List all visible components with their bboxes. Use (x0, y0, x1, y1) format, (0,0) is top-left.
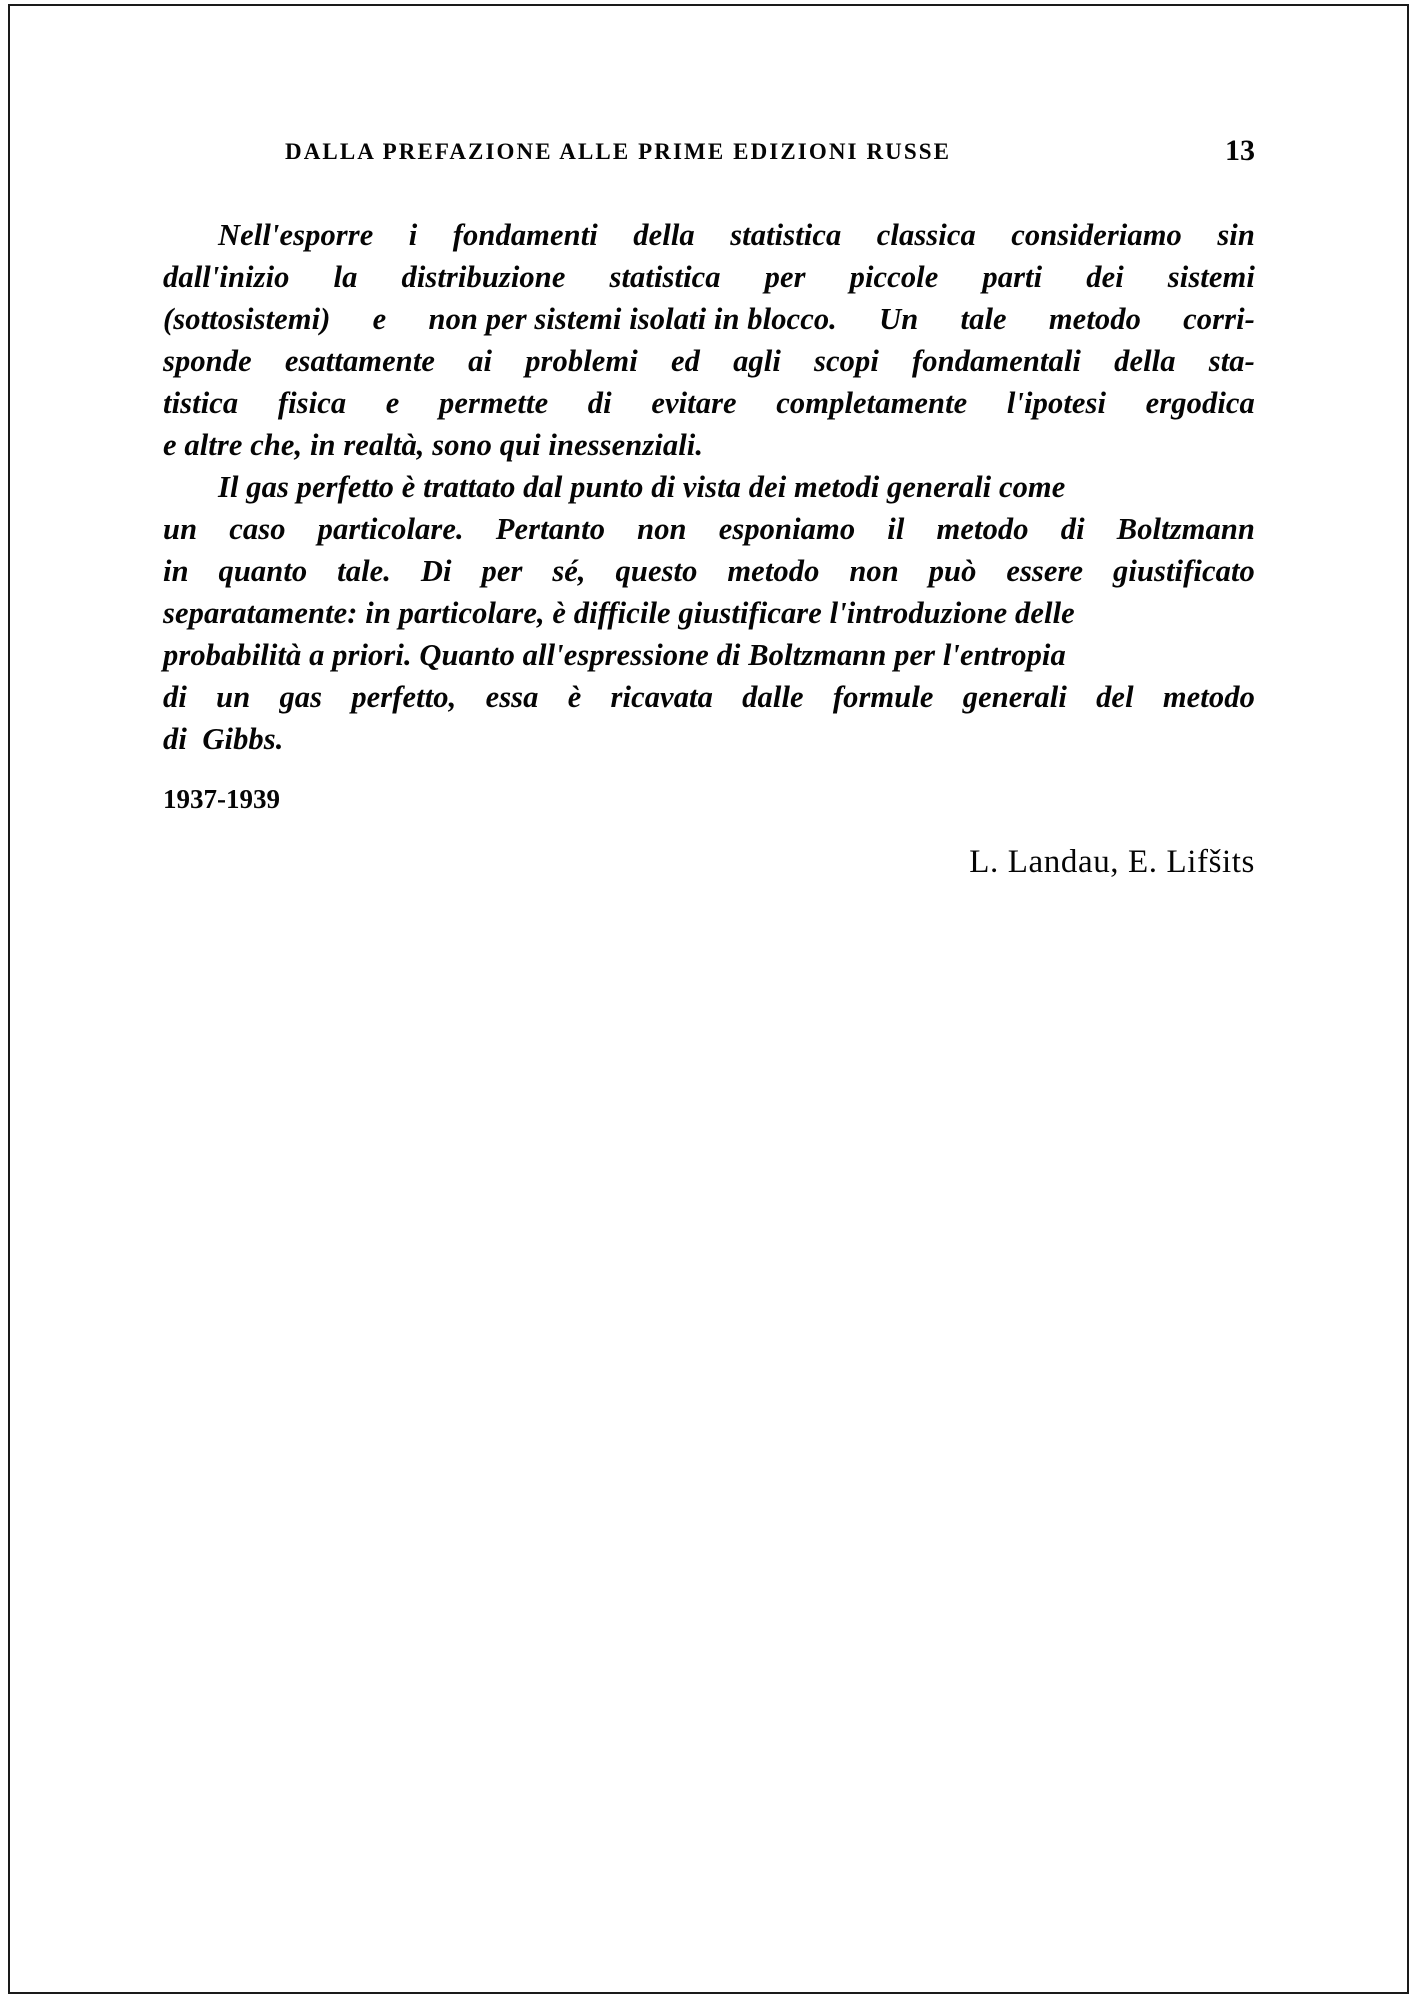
text-run: gas (279, 680, 323, 714)
text-run: probabilità a priori. Quanto all'espressione di Boltzmann per l'entropia (163, 638, 1066, 672)
text-run: caso (229, 512, 286, 546)
text-run: generali (962, 680, 1067, 714)
text-run: Il gas perfetto è trattato dal punto di vista dei metodi generali come (218, 470, 1066, 504)
text-line (163, 424, 1255, 466)
text-line (163, 214, 1255, 256)
text-run: fondamentali (912, 344, 1081, 378)
text-run: la (333, 260, 358, 294)
text-run: per (481, 554, 523, 588)
text-run: ed (670, 344, 700, 378)
date-line: 1937-1939 (163, 784, 280, 814)
text-run: ai (468, 344, 493, 378)
text-run: quanto (218, 554, 308, 588)
text-run: non per sistemi isolati in blocco. (428, 302, 837, 336)
author-signature: L. Landau, E. Lifšits (969, 844, 1255, 880)
text-line (163, 550, 1255, 592)
text-run: metodo (936, 512, 1029, 546)
text-run: piccole (849, 260, 939, 294)
text-run: in (163, 554, 189, 588)
text-run: il (887, 512, 905, 546)
text-run: metodo (727, 554, 820, 588)
text-run: fondamenti (452, 218, 598, 252)
text-run: metodo (1048, 302, 1141, 336)
text-run: essa (485, 680, 539, 714)
text-run: Boltzmann (1116, 512, 1255, 546)
text-run: della (633, 218, 695, 252)
text-run: di Gibbs. (163, 722, 284, 756)
text-run: fisica (277, 386, 347, 420)
text-run: della (1114, 344, 1176, 378)
text-run: ricavata (610, 680, 713, 714)
text-run: Nell'esporre (218, 218, 374, 252)
text-run: l'ipotesi (1006, 386, 1107, 420)
text-run: di (587, 386, 612, 420)
text-run: dall'inizio (163, 260, 290, 294)
running-head-title: DALLA PREFAZIONE ALLE PRIME EDIZIONI RUSSE (285, 139, 952, 164)
text-run: esponiamo (718, 512, 856, 546)
text-run: e (385, 386, 400, 420)
text-run: Pertanto (495, 512, 606, 546)
text-run: metodo (1162, 680, 1255, 714)
text-run: evitare (651, 386, 737, 420)
text-run: un (163, 512, 198, 546)
text-run: completamente (776, 386, 968, 420)
text-run: esattamente (284, 344, 436, 378)
text-run: non (637, 512, 687, 546)
text-run: tistica (163, 386, 239, 420)
text-run: Di (420, 554, 452, 588)
text-run: ergodica (1145, 386, 1255, 420)
text-run: può (928, 554, 977, 588)
text-run: giustificato (1113, 554, 1255, 588)
text-run: separatamente: in particolare, è difficile giustificare l'introduzione delle (163, 596, 1075, 630)
text-line (163, 592, 1255, 634)
text-run: dalle (742, 680, 804, 714)
text-run: Un (879, 302, 919, 336)
text-run: distribuzione (401, 260, 566, 294)
text-run: tale (960, 302, 1007, 336)
text-run: per (764, 260, 806, 294)
text-run: e altre che, in realtà, sono qui inessenziali. (163, 428, 704, 462)
text-run: scopi (814, 344, 879, 378)
text-run: corri- (1183, 302, 1255, 336)
text-line (163, 298, 1255, 340)
paragraph-1 (163, 214, 1255, 466)
text-run: di (1060, 512, 1085, 546)
text-run: questo (615, 554, 698, 588)
paragraph-2 (163, 466, 1255, 760)
text-run: (sottosistemi) (163, 302, 331, 336)
text-line (163, 508, 1255, 550)
text-run: agli (733, 344, 781, 378)
text-run: classica (876, 218, 976, 252)
text-run: problemi (525, 344, 638, 378)
text-line (163, 256, 1255, 298)
text-run: non (849, 554, 899, 588)
text-run: tale. (337, 554, 392, 588)
text-run: sta- (1208, 344, 1255, 378)
text-run: un (216, 680, 251, 714)
text-run: essere (1006, 554, 1084, 588)
text-run: particolare. (317, 512, 464, 546)
text-run: dei (1086, 260, 1124, 294)
page-number: 13 (1225, 134, 1255, 167)
text-run: sin (1217, 218, 1255, 252)
text-line (163, 382, 1255, 424)
text-line (163, 340, 1255, 382)
text-run: del (1096, 680, 1134, 714)
text-run: permette (439, 386, 549, 420)
running-head (163, 134, 1255, 186)
page-content (163, 0, 1255, 879)
text-run: statistica (730, 218, 842, 252)
text-run: consideriamo (1011, 218, 1182, 252)
text-run: di (163, 680, 187, 714)
text-run: e (372, 302, 387, 336)
text-line (163, 718, 1255, 760)
text-run: sistemi (1167, 260, 1255, 294)
text-run: sponde (163, 344, 252, 378)
text-line (163, 466, 1255, 508)
text-run: statistica (609, 260, 721, 294)
text-run: formule (832, 680, 934, 714)
text-line (163, 676, 1255, 718)
body-text (163, 214, 1255, 760)
text-line (163, 634, 1255, 676)
text-run: parti (982, 260, 1043, 294)
text-run: è (567, 680, 582, 714)
text-run: perfetto, (351, 680, 457, 714)
text-run: i (408, 218, 418, 252)
text-run: sé, (552, 554, 586, 588)
